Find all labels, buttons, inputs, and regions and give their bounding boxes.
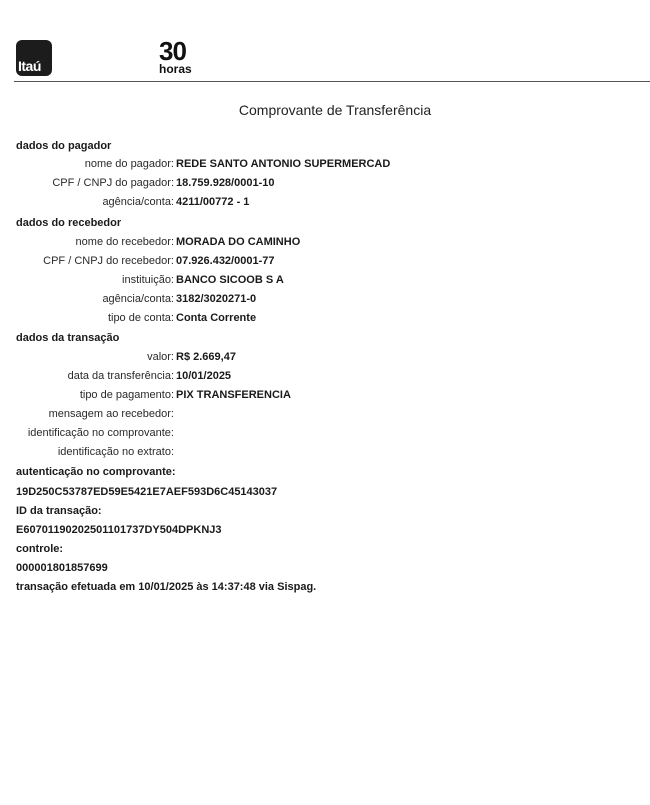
itau-logo-text: Itaú	[18, 58, 41, 74]
payer-name-row	[0, 158, 650, 174]
txid-value: E60701190202501101737DY504DPKNJ3	[16, 524, 222, 536]
payee-account-type-row	[0, 312, 650, 328]
payee-doc-value: 07.926.432/0001-77	[176, 255, 275, 267]
payee-name-value: MORADA DO CAMINHO	[176, 236, 301, 248]
header	[0, 0, 650, 82]
receipt-id-label: identificação no comprovante:	[27, 427, 174, 439]
payment-type-row	[0, 389, 650, 405]
message-row	[0, 408, 650, 424]
payer-section-title: dados do pagador	[16, 140, 112, 152]
transaction-date-value: 10/01/2025	[176, 370, 232, 382]
payer-account-label: agência/conta:	[102, 196, 174, 208]
control-label: controle:	[16, 543, 64, 555]
header-divider	[14, 81, 650, 82]
payee-institution-value: BANCO SICOOB S A	[176, 274, 284, 286]
control-value: 000001801857699	[16, 562, 108, 574]
30-horas-logo	[159, 38, 199, 78]
payer-name-label: nome do pagador:	[84, 158, 174, 170]
page-title: Comprovante de Transferência	[238, 102, 432, 118]
payee-section-title: dados do recebedor	[16, 217, 122, 229]
statement-id-label: identificação no extrato:	[57, 446, 174, 458]
payer-account-value: 4211/00772 - 1	[176, 196, 250, 208]
payee-account-type-label: tipo de conta:	[107, 312, 174, 324]
payee-account-label: agência/conta:	[102, 293, 174, 305]
message-label: mensagem ao recebedor:	[48, 408, 174, 420]
auth-code: 19D250C53787ED59E5421E7AEF593D6C45143037	[16, 486, 278, 498]
30-horas-number: 30	[159, 36, 186, 66]
payment-type-label: tipo de pagamento:	[79, 389, 174, 401]
itau-logo	[16, 40, 52, 76]
receipt-id-row	[0, 427, 650, 443]
payee-doc-label: CPF / CNPJ do recebedor:	[43, 255, 174, 267]
transaction-footer: transação efetuada em 10/01/2025 às 14:37:48 via Sispag.	[16, 581, 317, 593]
transaction-section-title: dados da transação	[16, 332, 120, 344]
payee-institution-row	[0, 274, 650, 290]
payee-name-label: nome do recebedor:	[75, 236, 174, 248]
payer-name-value: REDE SANTO ANTONIO SUPERMERCAD	[176, 158, 391, 170]
payee-account-type-value: Conta Corrente	[176, 312, 257, 324]
payer-account-row	[0, 196, 650, 212]
transaction-date-label: data da transferência:	[67, 370, 174, 382]
payer-doc-label: CPF / CNPJ do pagador:	[52, 177, 174, 189]
payer-doc-row	[0, 177, 650, 193]
transaction-value-label: valor:	[147, 351, 174, 363]
payee-account-value: 3182/3020271-0	[176, 293, 257, 305]
payee-doc-row	[0, 255, 650, 271]
transaction-value: R$ 2.669,47	[176, 351, 236, 363]
payment-type-value: PIX TRANSFERENCIA	[176, 389, 291, 401]
statement-id-row	[0, 446, 650, 462]
payee-institution-label: instituição:	[122, 274, 174, 286]
30-horas-word: horas	[159, 62, 192, 76]
payer-doc-value: 18.759.928/0001-10	[176, 177, 275, 189]
payee-account-row	[0, 293, 650, 309]
transaction-value-row	[0, 351, 650, 367]
txid-label: ID da transação:	[16, 505, 102, 517]
transaction-date-row	[0, 370, 650, 386]
auth-label: autenticação no comprovante:	[16, 466, 176, 478]
payee-name-row	[0, 236, 650, 252]
